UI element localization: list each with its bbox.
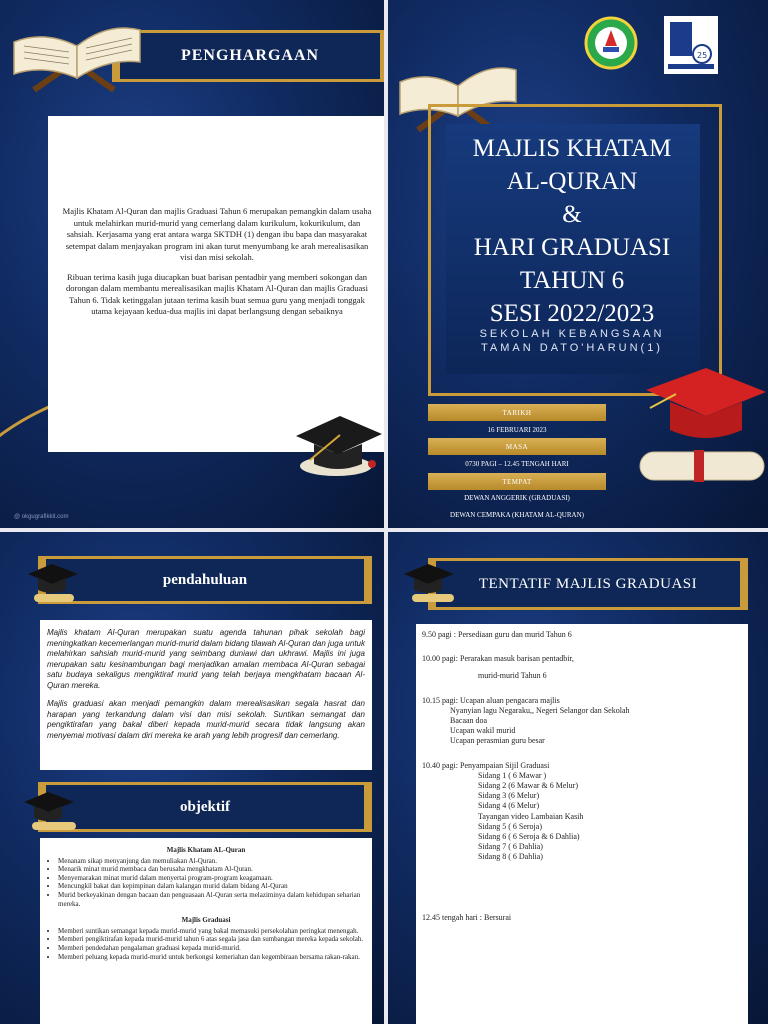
- tentatif-textbox: [416, 624, 748, 1024]
- tarikh-label: TARIKH: [502, 408, 532, 417]
- tentatif-ribbon: [428, 558, 748, 610]
- objektif-ribbon: [38, 782, 372, 832]
- tempat-label: TEMPAT: [502, 477, 532, 486]
- tentatif-line: 10.40 pagi: Penyampaian Sijil Graduasi: [422, 760, 550, 770]
- school-logo-icon: [584, 16, 638, 70]
- objektif-khatam-item: • Mencungkil bakat dan kepimpinan dalam kalangan murid dalam bidang Al-Quran: [58, 882, 366, 891]
- tentatif-line: Nyanyian lagu Negaraku,, Negeri Selangor dan Sekolah: [450, 705, 630, 715]
- svg-text:25: 25: [697, 51, 708, 60]
- tempat-value-2: DEWAN CEMPAKA (KHATAM AL-QURAN): [450, 511, 584, 519]
- penghargaan-textbox: [48, 116, 384, 452]
- graduation-cap-diploma-icon: [636, 360, 768, 492]
- tentatif-line: Tayangan video Lambaian Kasih: [478, 811, 584, 821]
- pendahuluan-paragraph-2: Majlis graduasi akan menjadi pemangkin dalam merealisasikan segala hasrat dan harapan yang terkandung dalam visi dan misi sekolah. Suntikan semangat dan pengiktirafan yang bakal diberi kepada murid-murid secara tidak langsung akan menyemai motivasi dalam diri mereka ke arah yang lebih progresif dan cemerlang.: [47, 699, 365, 740]
- objektif-khatam-item: • Menarik minat murid membaca dan berusaha mengkhatam Al-Quran.: [58, 865, 366, 874]
- tentatif-line: Bacaan doa: [450, 716, 488, 726]
- title-line-3: &: [562, 201, 582, 228]
- objektif-graduasi-item: • Memberi pengiktirafan kepada murid-murid tahun 6 atas segala jasa dan sumbangan mereka kepada sekolah.: [58, 935, 366, 944]
- panel-penghargaan: [0, 0, 384, 528]
- graduation-cap-icon: [400, 560, 458, 606]
- title-line-1: MAJLIS KHATAM: [472, 135, 672, 162]
- pendahuluan-textbox: [40, 620, 372, 770]
- school-name-line-2: TAMAN DATO'HARUN(1): [481, 342, 663, 354]
- panel-tentatif: [388, 532, 768, 1024]
- tentatif-line: Sidang 7 ( 6 Dahlia): [478, 842, 543, 852]
- objektif-khatam-item: • Menyemarakan minat murid dalam menyertai program-program keagamaan.: [58, 874, 366, 883]
- tentatif-line: 10.00 pagi: Perarakan masuk barisan pentadbir,: [422, 654, 574, 664]
- tentatif-line: Sidang 5 ( 6 Seroja): [478, 821, 542, 831]
- pendahuluan-ribbon: [38, 556, 372, 604]
- school-name-line-1: SEKOLAH KEBANGSAAN: [479, 328, 665, 340]
- quran-book-icon: [4, 22, 150, 92]
- pendahuluan-paragraph-1: Majlis khatam Al-Quran merupakan suatu agenda tahunan pihak sekolah bagi meningkatkan kecemerlangan murid-murid dalam bidang tilawah Al-Quran dan juga untuk melahirkan sahsiah murid-murid yang seimbang duniawi dan ukhrawi. Majlis ini juga merupakan satu kesinambungan bagi menjadikan amalan membaca Al-Quran sebagai satu budaya sekaligus mengiktiraf murid yang telah berjaya mengkhatam bacaan Al-Quran mereka.: [47, 628, 365, 690]
- objektif-graduasi-item: • Memberi peluang kepada murid-murid untuk berkongsi kemeriahan dan kegembiraan bersama rakan-rakan.: [58, 953, 366, 962]
- tentatif-line: Ucapan perasmian guru besar: [450, 736, 545, 746]
- objektif-graduasi-title: Majlis Graduasi: [181, 916, 231, 925]
- school-name-block: [428, 327, 716, 355]
- tentatif-line: Sidang 3 (6 Melur): [478, 791, 540, 801]
- masa-label-bar: [428, 438, 606, 455]
- objektif-khatam-item: • Murid berkeyakinan dengan bacaan dan penguasaan Al-Quran serta melaziminya dalam kehidupan seharian mereka.: [58, 891, 366, 908]
- tentatif-line: 10.15 pagi: Ucapan aluan pengacara majlis: [422, 695, 560, 705]
- heading-pendahuluan: pendahuluan: [162, 571, 248, 588]
- anniversary-logo-icon: [664, 16, 718, 74]
- panel-pendahuluan: [0, 532, 384, 1024]
- title-line-4: HARI GRADUASI: [473, 234, 671, 261]
- objektif-textbox: [40, 838, 372, 1024]
- title-line-5: TAHUN 6: [519, 267, 625, 294]
- tarikh-value: 16 FEBRUARI 2023: [487, 426, 547, 434]
- watermark-text: @ okgugrafikkit.com: [14, 514, 69, 520]
- masa-value: 0730 PAGI – 12.45 TENGAH HARI: [465, 460, 569, 468]
- heading-penghargaan: PENGHARGAAN: [180, 47, 320, 64]
- title-line-6: SESI 2022/2023: [489, 300, 655, 327]
- tempat-label-bar: [428, 473, 606, 490]
- penghargaan-paragraph-2: Ribuan terima kasih juga diucapkan buat barisan pentadbir yang memberi sokongan dan dorongan dalam membantu merealisasikan majlis Khatam Al-Quran dan majlis Graduasi Tahun 6. Tidak ketinggalan jutaan terima kasih buat semua guru yang menjadi tonggak utama kejayaan kedua-dua majlis ini dapat berlangsung dengan sebaiknya: [66, 271, 368, 316]
- tentatif-line: Sidang 2 (6 Mawar & 6 Melur): [478, 781, 578, 791]
- tentatif-line: Sidang 6 ( 6 Seroja & 6 Dahlia): [478, 832, 580, 842]
- tarikh-label-bar: [428, 404, 606, 421]
- tentatif-line: Sidang 1 ( 6 Mawar ): [478, 770, 547, 780]
- tentatif-line: 12.45 tengah hari : Bersurai: [422, 912, 512, 922]
- tentatif-line: 9.50 pagi : Persediaan guru dan murid Tahun 6: [422, 630, 572, 639]
- tentatif-line: Ucapan wakil murid: [450, 726, 516, 736]
- penghargaan-paragraph-1: Majlis Khatam Al-Quran dan majlis Graduasi Tahun 6 merupakan pemangkin dalam usaha untuk melahirkan murid-murid yang cemerlang dalam kurikulum, kokurikulum, dan sahsiah. Kerjasama yang erat antara warga SKTDH (1) dengan ibu bapa dan masyarakat setempat dalam menjayakan program ini akan turut menyumbang ke arah merealisasikan visi dan misi sekolah.: [62, 206, 372, 262]
- tentatif-line: Sidang 8 ( 6 Dahlia): [478, 852, 543, 862]
- tempat-value-1: DEWAN ANGGERIK (GRADUASI): [464, 494, 570, 502]
- objektif-khatam-list: [46, 857, 366, 909]
- objektif-graduasi-item: • Memberi pendedahan pengalaman graduasi kepada murid-murid.: [58, 944, 366, 953]
- title-block: [428, 132, 716, 330]
- heading-tentatif: TENTATIF MAJLIS GRADUASI: [478, 575, 698, 592]
- masa-label: MASA: [505, 442, 529, 451]
- panel-cover: [388, 0, 768, 528]
- graduation-cap-icon: [20, 788, 80, 832]
- tentatif-line: murid-murid Tahun 6: [478, 671, 547, 681]
- objektif-graduasi-item: • Memberi suntikan semangat kepada murid-murid yang bakal memasuki persekolahan peringkat menengah.: [58, 927, 366, 936]
- heading-objektif: objektif: [180, 798, 230, 815]
- objektif-khatam-title: Majlis Khatam AL-Quran: [166, 846, 246, 854]
- graduation-cap-icon: [24, 560, 80, 604]
- graduation-cap-icon: [290, 408, 384, 488]
- objektif-khatam-item: • Menanam sikap menyanjung dan memuliakan Al-Quran.: [58, 857, 366, 866]
- title-line-2: AL-QURAN: [506, 168, 638, 195]
- heading-ribbon: [112, 30, 384, 82]
- objektif-graduasi-list: [46, 927, 366, 961]
- tentatif-line: Sidang 4 (6 Melur): [478, 801, 540, 811]
